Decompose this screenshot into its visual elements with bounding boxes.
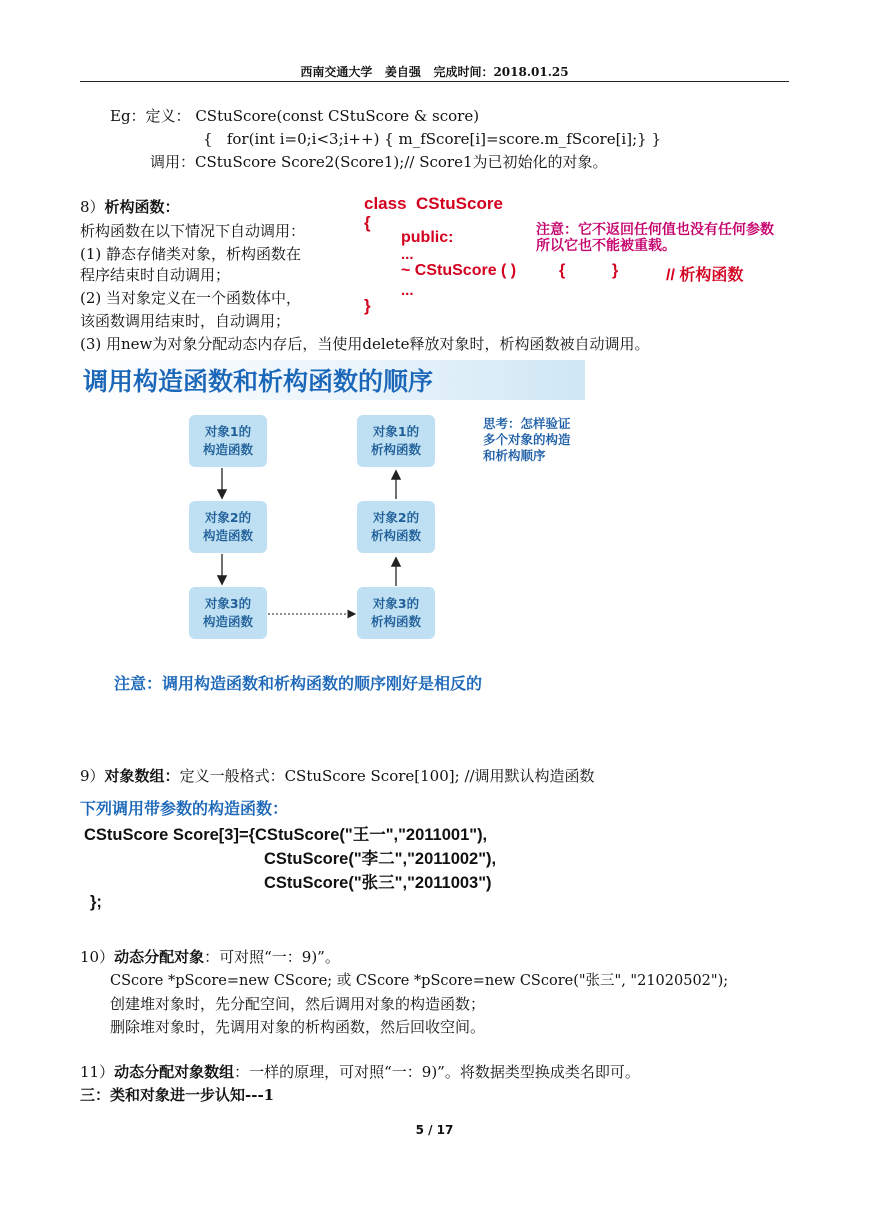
figure-order-note: 注意：调用构造函数和析构函数的顺序刚好是相反的 xyxy=(114,674,483,693)
section-10-heading xyxy=(80,948,340,966)
eg-call-line: 调用：CStuScore Score2(Score1);// Score1为已初始化的对象。 xyxy=(150,153,608,171)
section-9-number: 9） xyxy=(80,767,105,785)
node-object1-constructor xyxy=(189,415,267,467)
section-8-line-2: (1) 静态存储类对象，析构函数在 xyxy=(80,245,302,263)
node-label-line: 对象2的 xyxy=(204,510,252,525)
node-label-line: 对象3的 xyxy=(204,596,252,611)
node-object3-constructor xyxy=(189,587,267,639)
think-line: 和析构顺序 xyxy=(483,448,546,463)
array-code-line-3: CStuScore("张三","2011003") xyxy=(264,874,492,892)
code-destructor: ~ CStuScore ( ) xyxy=(401,262,517,279)
think-line: 多个对象的构造 xyxy=(483,432,571,447)
node-label-line: 构造函数 xyxy=(202,528,253,543)
section-10-line-3: 删除堆对象时，先调用对象的析构函数，然后回收空间。 xyxy=(110,1018,486,1036)
section-11-text: ：一样的原理，可对照“一：9)”。将数据类型换成类名即可。 xyxy=(234,1063,640,1081)
code-comment: // 析构函数 xyxy=(666,267,744,284)
code-class-line: class CStuScore xyxy=(364,194,503,213)
node-label-line: 构造函数 xyxy=(202,442,253,457)
section-11-title: 动态分配对象数组 xyxy=(114,1063,235,1081)
section-8-line-3: 程序结束时自动调用； xyxy=(80,266,231,284)
section-8-title: 析构函数： xyxy=(104,198,180,216)
section-10-line-1: CScore *pScore=new CScore; 或 CScore *pScore=new CScore("张三", "21020502"); xyxy=(110,973,729,989)
node-label-line: 析构函数 xyxy=(370,614,421,629)
section-three-heading: 三：类和对象进一步认知---1 xyxy=(80,1086,275,1104)
section-10-text: ：可对照“一：9)”。 xyxy=(204,948,340,966)
section-8-line-5: 该函数调用结束时，自动调用； xyxy=(80,312,291,330)
node-label-line: 对象1的 xyxy=(372,424,420,439)
node-object1-destructor xyxy=(357,415,435,467)
think-line: 思考：怎样验证 xyxy=(483,416,571,431)
figure-title: 调用构造函数和析构函数的顺序 xyxy=(83,367,434,396)
node-label-line: 对象2的 xyxy=(372,510,420,525)
section-8-line-6: (3) 用new为对象分配动态内存后，当使用delete释放对象时，析构函数被自动调用。 xyxy=(80,335,650,353)
section-11-heading xyxy=(80,1063,640,1081)
page-header: 西南交通大学 姜自强 完成时间：2018.01.25 xyxy=(300,65,569,79)
code-public: public: xyxy=(401,229,454,246)
page-number: 5 / 17 xyxy=(415,1123,454,1137)
code-destructor-open: { xyxy=(559,262,566,279)
node-object3-destructor xyxy=(357,587,435,639)
eg-definition-line: Eg：定义： CStuScore(const CStuScore & score) xyxy=(110,107,480,125)
section-10-number: 10） xyxy=(80,948,115,966)
section-8-line-1: 析构函数在以下情况下自动调用： xyxy=(80,222,306,240)
code-open-brace: { xyxy=(364,213,371,232)
code-destructor-close: } xyxy=(612,262,619,279)
section-9-text: 定义一般格式：CStuScore Score[100]; //调用默认构造函数 xyxy=(179,767,595,785)
destructor-note-line-1: 注意：它不返回任何值也没有任何参数 xyxy=(536,221,774,237)
node-object2-destructor xyxy=(357,501,435,553)
section-9-heading xyxy=(80,767,595,785)
node-label-line: 构造函数 xyxy=(202,614,253,629)
eg-body-line: { for(int i=0;i<3;i++) { m_fScore[i]=score.m_fScore[i];} } xyxy=(203,130,661,148)
array-code-line-1: CStuScore Score[3]={CStuScore("王一","2011001"), xyxy=(84,826,488,844)
array-code-line-2: CStuScore("李二","2011002"), xyxy=(264,850,497,868)
code-close-brace: } xyxy=(364,296,371,315)
array-code-line-4: }; xyxy=(90,893,102,911)
node-label-line: 对象1的 xyxy=(204,424,252,439)
section-8-number: 8） xyxy=(80,198,105,216)
section-9-title: 对象数组： xyxy=(104,767,180,785)
section-8-line-4: (2) 当对象定义在一个函数体中， xyxy=(80,289,302,307)
section-10-line-2: 创建堆对象时，先分配空间，然后调用对象的构造函数； xyxy=(110,995,486,1013)
section-11-number: 11） xyxy=(80,1063,115,1081)
figure-think-note xyxy=(483,416,571,464)
destructor-note-line-2: 所以它也不能被重载。 xyxy=(536,237,676,253)
code-dots-2: ... xyxy=(401,282,414,299)
section-9-subheading: 下列调用带参数的构造函数： xyxy=(80,799,289,818)
node-label-line: 析构函数 xyxy=(370,442,421,457)
node-label-line: 析构函数 xyxy=(370,528,421,543)
node-object2-constructor xyxy=(189,501,267,553)
node-label-line: 对象3的 xyxy=(372,596,420,611)
code-dots-1: ... xyxy=(401,246,414,263)
section-10-title: 动态分配对象 xyxy=(114,948,205,966)
